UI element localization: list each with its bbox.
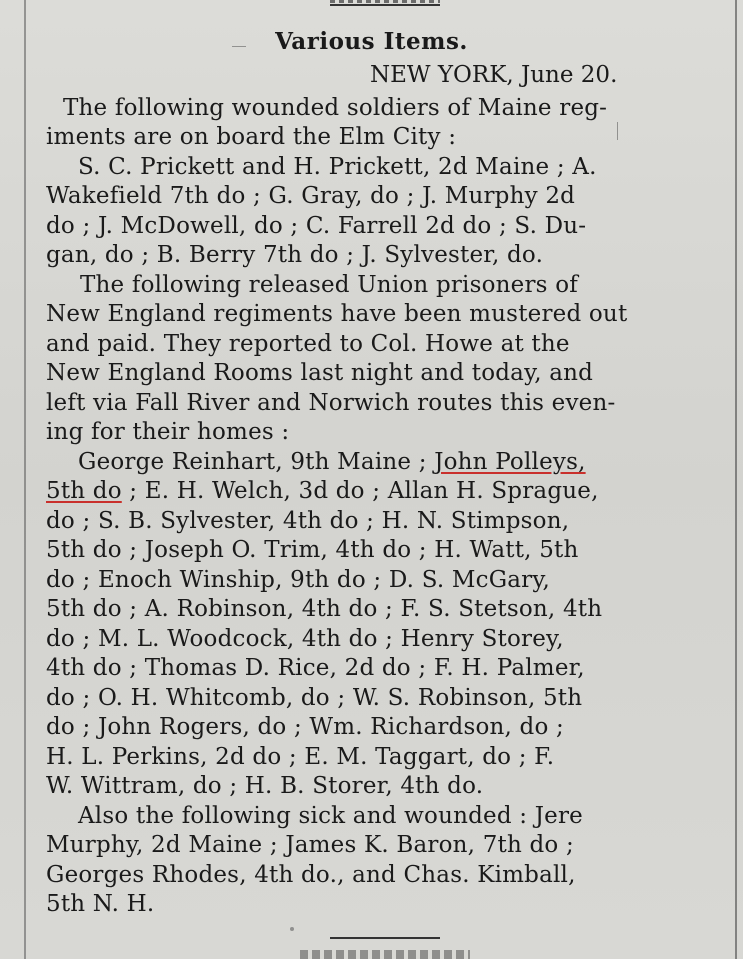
ink-speck: [232, 46, 246, 47]
text-line: New England Rooms last night and today, and: [46, 360, 594, 386]
underlined-name: John Polleys,: [434, 449, 586, 475]
text-line: 5th N. H.: [46, 891, 155, 917]
text-line: [46, 480, 599, 503]
text-segment: George Reinhart, 9th Maine ;: [78, 449, 427, 475]
text-line: ing for their homes :: [46, 419, 290, 445]
column-rule-right: [735, 0, 737, 959]
cut-off-text-bottom: [300, 950, 470, 959]
text-line: do ; John Rogers, do ; Wm. Richardson, do ;: [46, 714, 564, 740]
text-line: do ; M. L. Woodcock, 4th do ; Henry Storey,: [46, 626, 564, 652]
text-line: do ; J. McDowell, do ; C. Farrell 2d do ; S. Du-: [46, 213, 587, 239]
text-line: The following released Union prisoners of: [80, 272, 578, 298]
text-line: New England regiments have been mustered out: [46, 301, 628, 327]
cut-off-text-top: [330, 0, 440, 3]
text-line: do ; O. H. Whitcomb, do ; W. S. Robinson, 5th: [46, 685, 583, 711]
headline: Various Items.: [275, 28, 468, 55]
column-rule-left: [24, 0, 26, 959]
text-line: do ; Enoch Winship, 9th do ; D. S. McGary,: [46, 567, 551, 593]
divider-rule-top: [330, 4, 440, 6]
text-line: 5th do ; Joseph O. Trim, 4th do ; H. Watt, 5th: [46, 537, 579, 563]
text-line: The following wounded soldiers of Maine reg-: [63, 95, 608, 121]
text-line: Georges Rhodes, 4th do., and Chas. Kimball,: [46, 862, 576, 888]
divider-rule-bottom: [330, 937, 440, 939]
text-line: left via Fall River and Norwich routes this even-: [46, 390, 616, 416]
text-line: Also the following sick and wounded : Jere: [78, 803, 583, 829]
text-segment: ; E. H. Welch, 3d do ; Allan H. Sprague,: [121, 478, 599, 504]
text-line: 5th do ; A. Robinson, 4th do ; F. S. Stetson, 4th: [46, 596, 603, 622]
text-line: iments are on board the Elm City :: [46, 124, 457, 150]
text-line: gan, do ; B. Berry 7th do ; J. Sylvester, do.: [46, 242, 544, 268]
text-line: Wakefield 7th do ; G. Gray, do ; J. Murphy 2d: [46, 183, 576, 209]
dateline: NEW YORK, June 20.: [370, 62, 618, 88]
text-line: H. L. Perkins, 2d do ; E. M. Taggart, do ; F.: [46, 744, 555, 770]
ink-speck: [617, 122, 618, 140]
ink-speck: [290, 927, 294, 931]
text-line: [78, 451, 586, 474]
underlined-name: 5th do: [46, 478, 122, 504]
text-line: 4th do ; Thomas D. Rice, 2d do ; F. H. Palmer,: [46, 655, 585, 681]
text-line: W. Wittram, do ; H. B. Storer, 4th do.: [46, 773, 484, 799]
text-line: do ; S. B. Sylvester, 4th do ; H. N. Stimpson,: [46, 508, 570, 534]
text-line: and paid. They reported to Col. Howe at the: [46, 331, 570, 357]
text-line: Murphy, 2d Maine ; James K. Baron, 7th do ;: [46, 832, 574, 858]
text-line: S. C. Prickett and H. Prickett, 2d Maine ; A.: [78, 154, 597, 180]
